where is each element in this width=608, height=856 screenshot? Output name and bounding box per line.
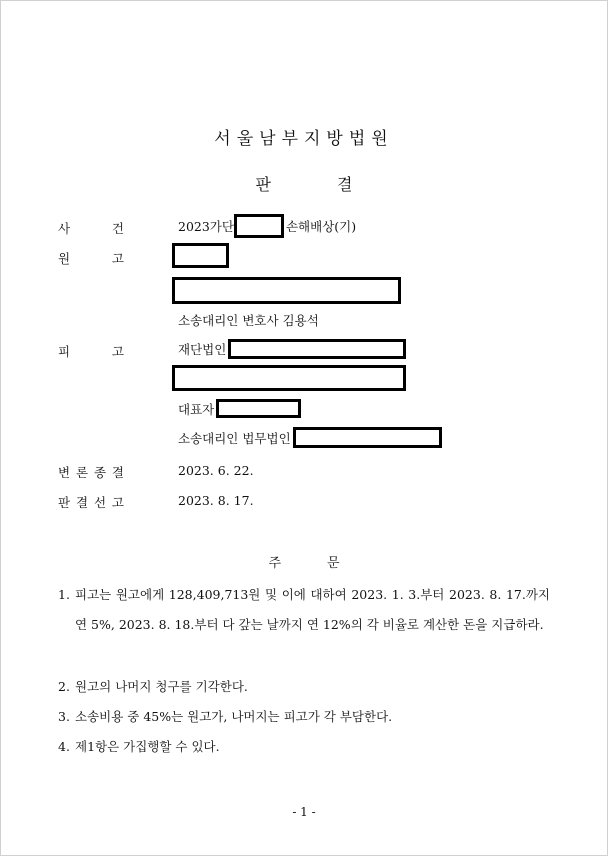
defendant-representative <box>178 399 301 418</box>
plaintiff-counsel: 소송대리인 변호사 김용석 <box>178 313 319 328</box>
plaintiff-address <box>172 277 401 304</box>
judgment-date: 2023. 8. 17. <box>178 493 254 508</box>
order-item-4: 4. 제1항은 가집행할 수 있다. <box>58 739 220 754</box>
order-item-1: 1. 피고는 원고에게 128,409,713원 및 이에 대하여 2023. 1. 3.부터 2023. 8. 17.까지 연 5%, 2023. 8. 18.부터 다 갚는 날까지 연 12%의 각 비율로 계산한 돈을 지급하라. <box>58 587 550 632</box>
document-title <box>0 172 608 195</box>
defendant-counsel-prefix: 소송대리인 법무법인 <box>178 430 291 446</box>
plaintiff-label: 원 고 <box>58 251 124 266</box>
case-label: 사 건 <box>58 221 124 236</box>
defendant-counsel <box>178 427 442 448</box>
plaintiff-name <box>172 243 229 268</box>
page-number: - 1 - <box>292 805 316 819</box>
redaction-box <box>216 399 301 418</box>
defendant-entity-prefix: 재단법인 <box>178 342 227 357</box>
closing-argument-date: 2023. 6. 22. <box>178 463 254 478</box>
case-number <box>178 214 356 238</box>
representative-prefix: 대표자 <box>178 401 215 417</box>
defendant-address <box>172 365 406 391</box>
case-number-prefix: 2023가단 <box>178 219 234 234</box>
title-char-2: 결 <box>337 175 353 194</box>
judgment-date-label: 판 결 선 고 <box>58 495 124 510</box>
redaction-box <box>172 365 406 391</box>
closing-argument-label: 변 론 종 결 <box>58 465 124 480</box>
redaction-box <box>293 427 442 448</box>
title-char-1: 판 <box>255 175 271 194</box>
redaction-box <box>172 277 401 304</box>
defendant-entity <box>178 339 406 359</box>
defendant-label: 피 고 <box>58 344 124 359</box>
order-title: 주 문 <box>268 556 340 571</box>
redaction-box <box>234 214 284 238</box>
redaction-box <box>228 339 406 359</box>
redaction-box <box>172 243 229 268</box>
case-name: 손해배상(기) <box>285 219 357 234</box>
order-item-3: 3. 소송비용 중 45%는 원고가, 나머지는 피고가 각 부담한다. <box>58 709 393 724</box>
order-item-2: 2. 원고의 나머지 청구를 기각한다. <box>58 679 248 694</box>
court-name: 서울남부지방법원 <box>214 129 394 149</box>
